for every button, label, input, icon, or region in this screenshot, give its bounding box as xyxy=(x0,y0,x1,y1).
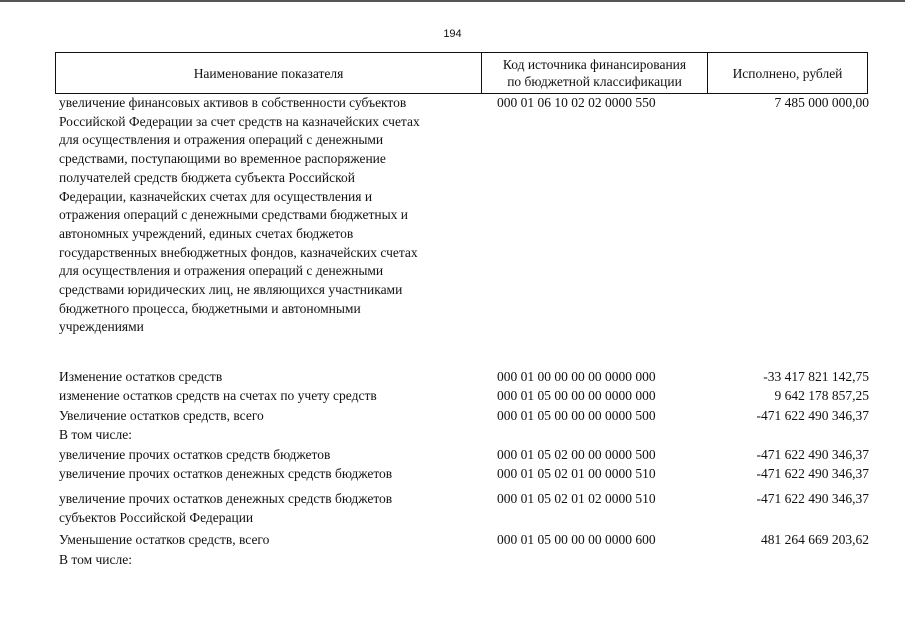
row-code: 000 01 05 02 01 00 0000 510 xyxy=(497,466,656,481)
row-code: 000 01 00 00 00 00 0000 000 xyxy=(497,369,656,384)
column-header-code-line2: по бюджетной классификации xyxy=(507,74,682,89)
column-header-name: Наименование показателя xyxy=(56,53,482,93)
row-value: -33 417 821 142,75 xyxy=(763,369,869,384)
row-code: 000 01 05 02 01 02 0000 510 xyxy=(497,491,656,506)
column-header-code xyxy=(482,53,708,93)
row-code: 000 01 05 00 00 00 0000 600 xyxy=(497,532,656,547)
row-name: увеличение прочих остатков денежных средств бюджетов xyxy=(59,466,393,481)
column-header-code-line1: Код источника финансирования xyxy=(502,57,687,72)
page-number: 194 xyxy=(443,28,462,40)
row-value: -471 622 490 346,37 xyxy=(756,408,869,423)
table-header xyxy=(55,52,868,94)
row-value: -471 622 490 346,37 xyxy=(756,466,869,481)
row-name: увеличение прочих остатков денежных средств бюджетов субъектов Российской Федерации xyxy=(59,491,393,525)
row-value: 9 642 178 857,25 xyxy=(774,388,869,403)
row-code: 000 01 06 10 02 02 0000 550 xyxy=(497,95,656,110)
top-border-line xyxy=(0,0,905,2)
row-value: 481 264 669 203,62 xyxy=(761,532,869,547)
row-name: увеличение финансовых активов в собственности субъектов Российской Федерации за счет средств на казначейских счетах для осуществления и отражения операций с денежными средствами, поступающими во временное распоряжение получателей средств бюджета субъекта Российской Федерации, казначейских счетах для осуществления и отражения операций с денежными средствами бюджетных и автономных учреждений, единых счетах бюджетов государственных внебюджетных фондов, казначейских счетах для осуществления и отражения операций с денежными средствами юридических лиц, не являющихся участниками бюджетного процесса, бюджетными и автономными учреждениями xyxy=(59,95,420,335)
column-header-value: Исполнено, рублей xyxy=(732,65,843,81)
row-name: Уменьшение остатков средств, всего xyxy=(59,532,270,547)
row-name: В том числе: xyxy=(59,427,132,442)
row-name: Увеличение остатков средств, всего xyxy=(59,408,264,423)
row-value: -471 622 490 346,37 xyxy=(756,491,869,506)
row-code: 000 01 05 02 00 00 0000 500 xyxy=(497,447,656,462)
row-value: -471 622 490 346,37 xyxy=(756,447,869,462)
row-name: увеличение прочих остатков средств бюджетов xyxy=(59,447,331,462)
row-name: Изменение остатков средств xyxy=(59,369,223,384)
row-name: В том числе: xyxy=(59,552,132,567)
row-value: 7 485 000 000,00 xyxy=(774,95,869,110)
row-code: 000 01 05 00 00 00 0000 500 xyxy=(497,408,656,423)
row-code: 000 01 05 00 00 00 0000 000 xyxy=(497,388,656,403)
row-name: изменение остатков средств на счетах по учету средств xyxy=(59,388,377,403)
